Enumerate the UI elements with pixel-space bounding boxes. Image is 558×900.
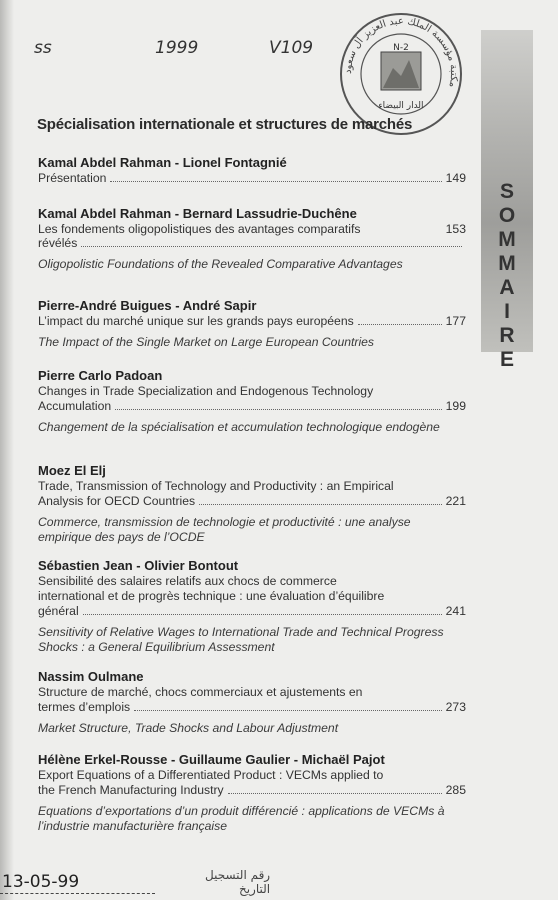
- toc-entry: [38, 155, 466, 185]
- entry-translation: Equations d’exportations d’un produit différencié : applications de VECMs à l’industrie manufacturière française: [38, 804, 445, 833]
- registration-date: 13-05-99: [2, 872, 80, 892]
- entry-title-line: [38, 236, 466, 250]
- entry-authors: Nassim Oulmane: [38, 669, 144, 684]
- entry-page-number: 149: [445, 171, 466, 185]
- sommaire-letter: O: [498, 204, 516, 227]
- leader-dots: [110, 181, 441, 182]
- registration-stamp-text: [205, 868, 270, 896]
- date-underline: [0, 893, 155, 894]
- sommaire-letter: R: [499, 324, 515, 347]
- entry-page-number: 221: [445, 494, 466, 508]
- sommaire-label: [481, 180, 533, 372]
- entry-translation: Market Structure, Trade Shocks and Labour Adjustment: [38, 721, 339, 735]
- toc-entry: [38, 206, 466, 272]
- sommaire-letter: A: [499, 276, 515, 299]
- entry-title-line: [38, 783, 466, 797]
- toc-entry: [38, 669, 466, 736]
- entry-title-text: Sensibilité des salaires relatifs aux chocs de commerce: [38, 574, 337, 588]
- toc-entry: [38, 463, 466, 545]
- svg-text:الدار البيضاء: الدار البيضاء: [378, 101, 424, 111]
- entry-title-text: Structure de marché, chocs commerciaux et ajustements en: [38, 685, 363, 699]
- entry-title-text: termes d’emplois: [38, 700, 131, 714]
- entry-authors: Hélène Erkel-Rousse - Guillaume Gaulier - Michaël Pajot: [38, 752, 385, 767]
- leader-dots: [81, 246, 462, 247]
- entry-title-text: Accumulation: [38, 399, 112, 413]
- entry-title-text: Analysis for OECD Countries: [38, 494, 196, 508]
- handwritten-mark: ss: [34, 38, 52, 58]
- entry-page-number: 285: [445, 783, 466, 797]
- entry-title-text: Export Equations of a Differentiated Product : VECMs applied to: [38, 768, 384, 782]
- entry-title-text: L’impact du marché unique sur les grands pays européens: [38, 314, 354, 328]
- sommaire-letter: M: [498, 252, 516, 275]
- entry-title-line: [38, 700, 466, 714]
- leader-dots: [228, 793, 442, 794]
- entry-translation: Sensitivity of Relative Wages to International Trade and Technical Progress Shocks : a General Equilibrium Assessment: [38, 625, 444, 654]
- entry-title-text: Changes in Trade Specialization and Endogenous Technology: [38, 384, 374, 398]
- entry-page-number: 273: [445, 700, 466, 714]
- toc-entry: [38, 298, 466, 350]
- registration-number-label: رقم التسجيل: [205, 868, 271, 882]
- svg-text:مكتبة مؤسسة الملك عبد العزيز آ: مكتبة مؤسسة الملك عبد العزيز آل سعود: [342, 15, 460, 89]
- leader-dots: [134, 710, 442, 711]
- sommaire-letter: E: [499, 348, 514, 371]
- entry-title-text: international et de progrès technique : une évaluation d’équilibre: [38, 589, 385, 603]
- entry-authors: Kamal Abdel Rahman - Lionel Fontagnié: [38, 155, 287, 170]
- entry-page-number: 153: [445, 222, 466, 236]
- entry-title-text: the French Manufacturing Industry: [38, 783, 224, 797]
- entry-title-line: [38, 222, 466, 236]
- entry-title-line: [38, 494, 466, 508]
- leader-dots: [199, 504, 442, 505]
- registration-date-label: التاريخ: [238, 882, 271, 896]
- entry-title-text: général: [38, 604, 79, 618]
- entry-translation: Commerce, transmission de technologie et productivité : une analyse empirique des pays de l’OCDE: [38, 515, 411, 544]
- leader-dots: [83, 614, 442, 615]
- sommaire-letter: S: [499, 180, 514, 203]
- sommaire-letter: M: [498, 228, 516, 251]
- section-title: Spécialisation internationale et structures de marchés: [37, 116, 413, 133]
- handwritten-year: 1999: [155, 38, 199, 58]
- handwritten-volume: V109: [269, 38, 314, 58]
- entry-title-line: [38, 399, 466, 413]
- entry-title-text: Présentation: [38, 171, 107, 185]
- sommaire-letter: I: [504, 300, 510, 323]
- toc-entry: [38, 558, 466, 655]
- entry-authors: Moez El Elj: [38, 463, 106, 478]
- entry-authors: Pierre-André Buigues - André Sapir: [38, 298, 257, 313]
- entry-page-number: 199: [445, 399, 466, 413]
- entry-title-text: Les fondements oligopolistiques des avantages comparatifs: [38, 222, 361, 236]
- svg-text:N-2: N-2: [393, 43, 409, 53]
- entry-title-line: [38, 171, 466, 185]
- entry-title-text: révélés: [38, 236, 78, 250]
- page-binding-shadow: [0, 0, 14, 900]
- entry-translation: Oligopolistic Foundations of the Revealed Comparative Advantages: [38, 257, 403, 271]
- entry-authors: Sébastien Jean - Olivier Bontout: [38, 558, 239, 573]
- entry-title-text: Trade, Transmission of Technology and Productivity : an Empirical: [38, 479, 394, 493]
- entry-page-number: 177: [445, 314, 466, 328]
- leader-dots: [115, 409, 441, 410]
- entry-authors: Kamal Abdel Rahman - Bernard Lassudrie-Duchêne: [38, 206, 357, 221]
- entry-title-line: [38, 314, 466, 328]
- entry-authors: Pierre Carlo Padoan: [38, 368, 163, 383]
- entry-translation: Changement de la spécialisation et accumulation technologique endogène: [38, 420, 440, 434]
- entry-title-line: [38, 604, 466, 618]
- toc-entry: [38, 752, 466, 834]
- entry-page-number: 241: [445, 604, 466, 618]
- entry-translation: The Impact of the Single Market on Large European Countries: [38, 335, 375, 349]
- leader-dots: [358, 324, 442, 325]
- toc-entry: [38, 368, 466, 435]
